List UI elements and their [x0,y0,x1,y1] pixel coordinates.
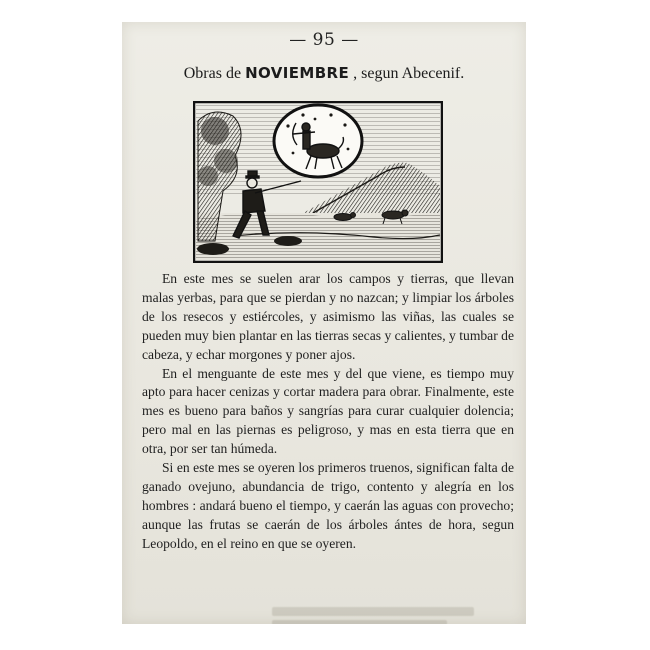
paragraph-3: Si en este mes se oyeren los primeros truenos, significan falta de ganado ovejuno, abundancia de trigo, contento y alegría en los hombres : andará bueno el tiempo, y caerán las aguas con provecho; aunque las frutas se caerán de los árboles ántes de hora, segun Leopoldo, en el reino en que se oyeren. [142,460,514,551]
zodiac-medallion [274,105,362,177]
page-title [122,64,526,83]
woodcut-illustration [193,101,443,263]
paragraph-2: En el menguante de este mes y del que viene, es tiempo muy apto para hacer cenizas y cortar madera para obrar. Finalmente, este mes es bueno para baños y sangrías para curar cualquier dolencia; pero mal en las piernas es peligroso, y mas en esta tierra que en otra, por ser tan húmeda. [142,365,514,457]
bleed-through-text [272,607,502,624]
body-text [142,270,514,554]
paragraph-1: En este mes se suelen arar los campos y tierras, que llevan malas yerbas, para que se pierdan y no nazcan; y limpiar los árboles de los resecos y estiércoles, y asimismo las viñas, las cuales se pueden muy bien plantar en las tierras secas y calientes, y tumbar de cabeza, y echar morgones y poner ajos. [142,271,514,362]
book-page [122,22,526,624]
title-month: NOVIEMBRE [245,64,350,82]
title-suffix: , segun Abecenif. [349,65,465,82]
title-prefix: Obras de [183,65,246,82]
page-number: — 95 — [289,30,359,50]
